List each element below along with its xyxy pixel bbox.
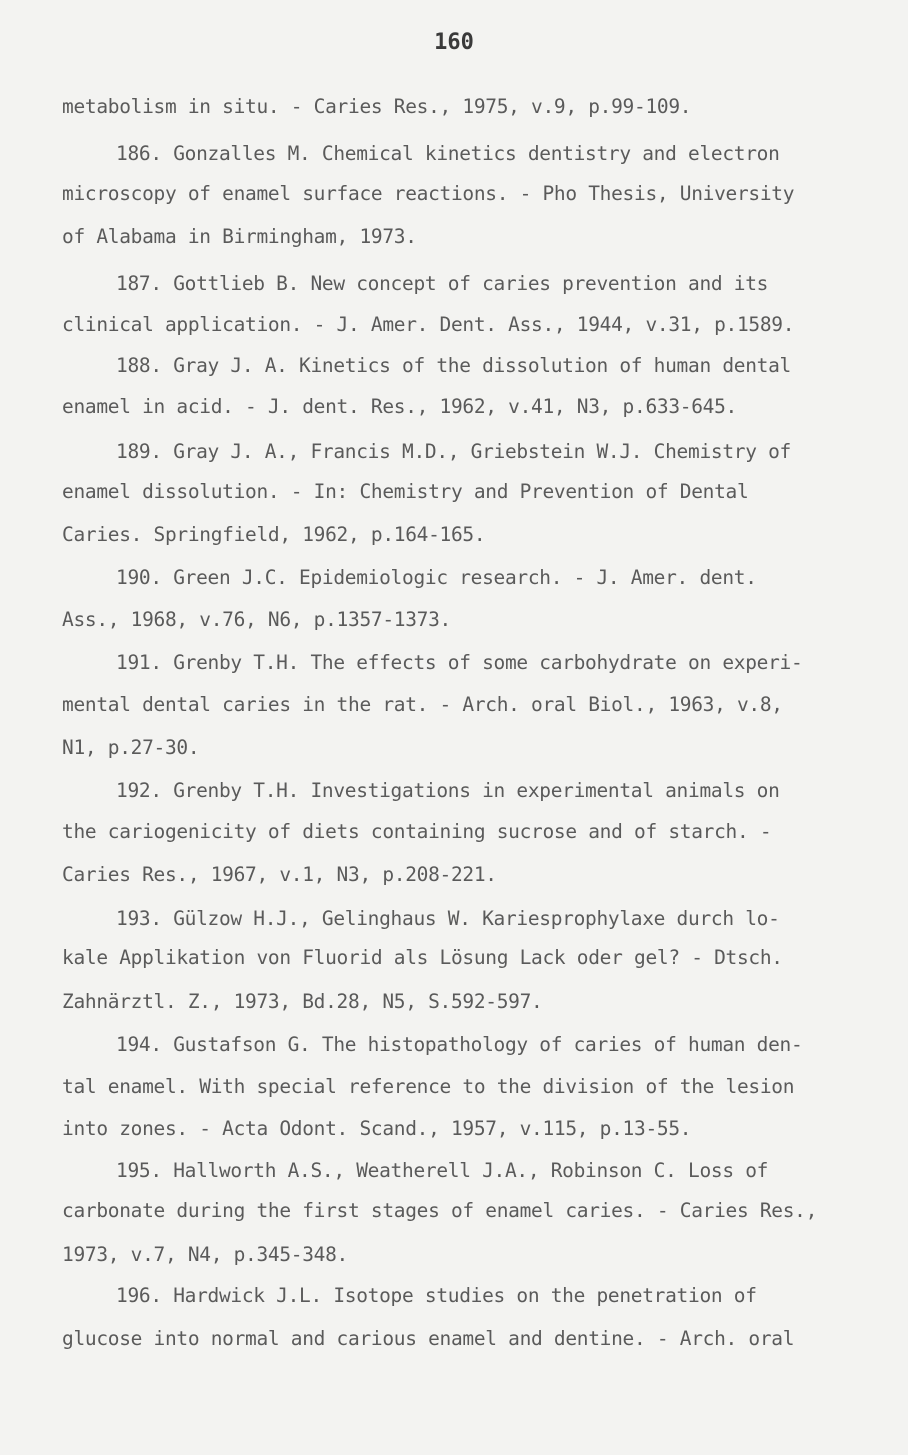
text-line: 187. Gottlieb B. New concept of caries prevention and its — [116, 272, 769, 295]
text-line: 194. Gustafson G. The histopathology of caries of human den- — [116, 1033, 803, 1056]
text-line: enamel in acid. - J. dent. Res., 1962, v.41, N3, p.633-645. — [62, 395, 737, 418]
text-line: Caries. Springfield, 1962, p.164-165. — [62, 523, 486, 546]
text-line: 190. Green J.C. Epidemiologic research. - J. Amer. dent. — [116, 566, 757, 589]
text-line: the cariogenicity of diets containing sucrose and of starch. - — [62, 820, 772, 843]
page-number: 160 — [434, 30, 474, 55]
text-line: 196. Hardwick J.L. Isotope studies on the penetration of — [116, 1284, 757, 1307]
text-line: N1, p.27-30. — [62, 736, 200, 759]
text-line: 186. Gonzalles M. Chemical kinetics dentistry and electron — [116, 142, 780, 165]
text-line: enamel dissolution. - In: Chemistry and Prevention of Dental — [62, 480, 749, 503]
text-line: Ass., 1968, v.76, N6, p.1357-1373. — [62, 608, 451, 631]
text-line: carbonate during the first stages of enamel caries. - Caries Res., — [62, 1199, 818, 1222]
text-line: 1973, v.7, N4, p.345-348. — [62, 1243, 349, 1266]
text-line: 189. Gray J. A., Francis M.D., Griebstein W.J. Chemistry of — [116, 440, 791, 463]
text-line: of Alabama in Birmingham, 1973. — [62, 225, 417, 248]
text-line: 188. Gray J. A. Kinetics of the dissolution of human dental — [116, 354, 791, 377]
text-line: 192. Grenby T.H. Investigations in experimental animals on — [116, 779, 780, 802]
text-line: microscopy of enamel surface reactions. - Pho Thesis, University — [62, 182, 795, 205]
text-line: kale Applikation von Fluorid als Lösung Lack oder gel? - Dtsch. — [62, 946, 783, 969]
text-line: 195. Hallworth A.S., Weatherell J.A., Robinson C. Loss of — [116, 1159, 769, 1182]
text-line: into zones. - Acta Odont. Scand., 1957, v.115, p.13-55. — [62, 1117, 692, 1140]
text-line: glucose into normal and carious enamel and dentine. - Arch. oral — [62, 1327, 795, 1350]
text-line: clinical application. - J. Amer. Dent. Ass., 1944, v.31, p.1589. — [62, 313, 795, 336]
text-line: mental dental caries in the rat. - Arch. oral Biol., 1963, v.8, — [62, 693, 783, 716]
text-line: tal enamel. With special reference to the division of the lesion — [62, 1075, 795, 1098]
text-line: 191. Grenby T.H. The effects of some carbohydrate on experi- — [116, 651, 803, 674]
text-line: Zahnärztl. Z., 1973, Bd.28, N5, S.592-597. — [62, 990, 543, 1013]
text-line: metabolism in situ. - Caries Res., 1975, v.9, p.99-109. — [62, 95, 692, 118]
text-line: 193. Gülzow H.J., Gelinghaus W. Kariesprophylaxe durch lo- — [116, 907, 780, 930]
text-line: Caries Res., 1967, v.1, N3, p.208-221. — [62, 863, 497, 886]
